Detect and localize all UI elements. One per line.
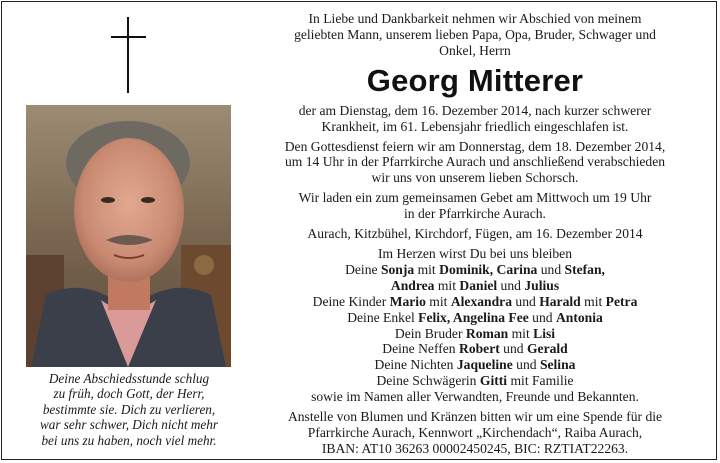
verse-line: war sehr schwer, Dich nicht mehr — [39, 417, 219, 433]
family-line: Dein Bruder Roman mit Lisi — [394, 325, 556, 341]
prayer-line: in der Pfarrkirche Aurach. — [404, 206, 546, 222]
deceased-name: Georg Mitterer — [366, 62, 584, 98]
verse-line: bei uns zu haben, noch viel mehr. — [41, 432, 217, 448]
prayer-line: Wir laden ein zum gemeinsamen Gebet am Mittwoch um 19 Uhr — [298, 190, 652, 206]
family-line: Deine Nichten Jaqueline und Selina — [374, 357, 576, 373]
donation-line: IBAN: AT10 36263 00002450245, BIC: RZTIAT22263. — [321, 440, 629, 456]
family-line: Deine Kinder Mario mit Alexandra und Harald mit Petra — [312, 293, 638, 309]
intro-line: In Liebe und Dankbarkeit nehmen wir Abschied von meinem — [308, 11, 642, 26]
family-line: Andrea mit Daniel und Julius — [390, 277, 560, 293]
service-line: um 14 Uhr in der Pfarrkirche Aurach und anschließend verabschieden — [284, 154, 666, 170]
verse-line: Deine Abschiedsstunde schlug — [48, 371, 210, 386]
intro-line: geliebten Mann, unserem lieben Papa, Opa, Bruder, Schwager und — [294, 26, 656, 42]
family-line: sowie im Namen aller Verwandten, Freunde und Bekannten. — [311, 389, 639, 405]
family-line: Deine Neffen Robert und Gerald — [382, 341, 568, 357]
donation-line: Pfarrkirche Aurach, Kennwort „Kirchendach“, Raiba Aurach, — [307, 424, 643, 440]
service-line: Den Gottesdienst feiern wir am Donnerstag, dem 18. Dezember 2014, — [284, 138, 666, 154]
notice-text — [246, 11, 704, 457]
verse-line: bestimmte sie. Dich zu verlieren, — [42, 401, 216, 417]
family-line: Deine Schwägerin Gitti mit Familie — [376, 373, 574, 389]
family-line: Deine Enkel Felix, Angelina Fee und Antonia — [347, 309, 603, 325]
service-line: wir uns von unserem lieben Schorsch. — [371, 170, 579, 186]
intro-line: Onkel, Herrn — [439, 42, 511, 58]
donation-line: Anstelle von Blumen und Kränzen bitten wir um eine Spende für die — [287, 409, 663, 425]
portrait-photo — [26, 105, 231, 367]
place-date: Aurach, Kitzbühel, Kirchdorf, Fügen, am 16. Dezember 2014 — [307, 226, 643, 242]
family-line: Deine Sonja mit Dominik, Carina und Stefan, — [345, 261, 605, 277]
heart-line: Im Herzen wirst Du bei uns bleiben — [377, 245, 573, 261]
death-line: Krankheit, im 61. Lebensjahr friedlich eingeschlafen ist. — [321, 118, 629, 134]
verse-line: zu früh, doch Gott, der Herr, — [53, 386, 205, 402]
farewell-verse — [18, 371, 240, 448]
death-line: der am Dienstag, dem 16. Dezember 2014, nach kurzer schwerer — [298, 102, 652, 118]
